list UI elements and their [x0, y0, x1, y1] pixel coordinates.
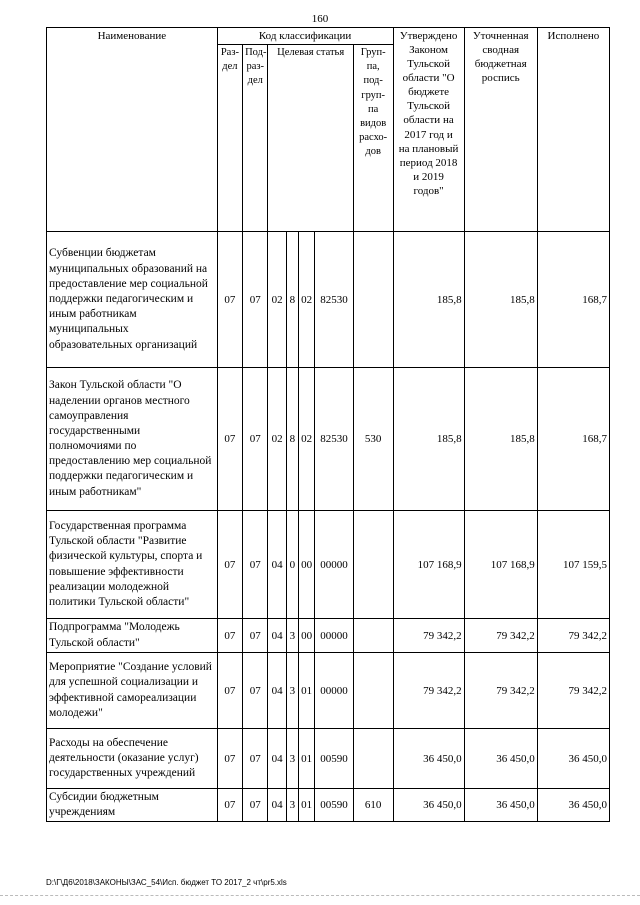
- row-cs1: 04: [268, 653, 286, 729]
- row-executed: 107 159,5: [537, 511, 609, 619]
- row-cs4: 00000: [315, 653, 354, 729]
- row-refined: 185,8: [464, 232, 537, 368]
- row-executed: 36 450,0: [537, 789, 609, 822]
- header-subsection: Под- раз- дел: [243, 45, 268, 232]
- table-row: [47, 511, 610, 619]
- row-subsection: 07: [243, 619, 268, 653]
- row-cs3: 01: [298, 789, 314, 822]
- row-section: 07: [217, 232, 242, 368]
- row-expense-type: 610: [353, 789, 393, 822]
- row-approved: 79 342,2: [393, 619, 464, 653]
- row-cs2: 8: [286, 368, 298, 511]
- budget-table: [46, 27, 610, 822]
- row-name: Государственная программа Тульской области "Развитие физической культуры, спорта и повышение эффективности реализации молодежной политики Тульской области": [47, 511, 218, 619]
- row-cs1: 04: [268, 729, 286, 789]
- row-cs4: 82530: [315, 368, 354, 511]
- table-row: [47, 729, 610, 789]
- row-name: Подпрограмма "Молодежь Тульской области": [47, 619, 218, 653]
- row-section: 07: [217, 368, 242, 511]
- row-expense-type: [353, 653, 393, 729]
- row-cs3: 01: [298, 729, 314, 789]
- row-approved: 36 450,0: [393, 729, 464, 789]
- table-row: [47, 232, 610, 368]
- row-expense-type: [353, 729, 393, 789]
- row-cs1: 02: [268, 232, 286, 368]
- table-body: [47, 28, 610, 822]
- row-name: Субсидии бюджетным учреждениям: [47, 789, 218, 822]
- header-name: Наименование: [47, 28, 218, 232]
- row-subsection: 07: [243, 789, 268, 822]
- row-name: Закон Тульской области "О наделении органов местного самоуправления государственными полномочиями по предоставлению мер социальной поддержки педагогическим и иным работникам": [47, 368, 218, 511]
- table-row: [47, 653, 610, 729]
- row-section: 07: [217, 511, 242, 619]
- row-cs4: 00000: [315, 619, 354, 653]
- footer-file-path: D:\Г\Д6\2018\ЗАКОНЫ\ЗАС_54\Исп. бюджет ТО 2017_2 чт\pr5.xls: [46, 878, 287, 887]
- row-section: 07: [217, 653, 242, 729]
- header-classification: Код классификации: [217, 28, 393, 45]
- row-name: Мероприятие "Создание условий для успешной социализации и эффективной самореализации молодежи": [47, 653, 218, 729]
- table-row: [47, 789, 610, 822]
- row-cs2: 3: [286, 729, 298, 789]
- row-refined: 79 342,2: [464, 619, 537, 653]
- row-cs2: 3: [286, 789, 298, 822]
- row-expense-type: [353, 511, 393, 619]
- row-expense-type: 530: [353, 368, 393, 511]
- row-cs1: 04: [268, 511, 286, 619]
- header-executed: Исполнено: [537, 28, 609, 232]
- row-cs4: 00590: [315, 729, 354, 789]
- header-approved: Утверждено Законом Тульской области "О бюджете Тульской области на 2017 год и на плановый период 2018 и 2019 годов": [393, 28, 464, 232]
- row-section: 07: [217, 619, 242, 653]
- header-expense-group: Груп- па, под- груп- па видов расхо- дов: [353, 45, 393, 232]
- table-row: [47, 619, 610, 653]
- row-subsection: 07: [243, 653, 268, 729]
- row-refined: 36 450,0: [464, 729, 537, 789]
- header-target-article: Целевая статья: [268, 45, 353, 232]
- row-approved: 185,8: [393, 232, 464, 368]
- row-cs2: 0: [286, 511, 298, 619]
- row-approved: 36 450,0: [393, 789, 464, 822]
- row-subsection: 07: [243, 368, 268, 511]
- header-refined: Уточненная сводная бюджетная роспись: [464, 28, 537, 232]
- row-cs4: 00000: [315, 511, 354, 619]
- table-row: [47, 368, 610, 511]
- row-refined: 185,8: [464, 368, 537, 511]
- row-approved: 107 168,9: [393, 511, 464, 619]
- row-refined: 107 168,9: [464, 511, 537, 619]
- row-cs3: 00: [298, 511, 314, 619]
- row-cs2: 3: [286, 619, 298, 653]
- row-cs4: 82530: [315, 232, 354, 368]
- row-cs3: 01: [298, 653, 314, 729]
- row-subsection: 07: [243, 729, 268, 789]
- row-executed: 36 450,0: [537, 729, 609, 789]
- row-section: 07: [217, 789, 242, 822]
- row-section: 07: [217, 729, 242, 789]
- page-number: 160: [311, 13, 329, 25]
- row-subsection: 07: [243, 232, 268, 368]
- row-cs1: 04: [268, 789, 286, 822]
- row-cs1: 04: [268, 619, 286, 653]
- row-executed: 79 342,2: [537, 653, 609, 729]
- row-executed: 168,7: [537, 368, 609, 511]
- row-expense-type: [353, 619, 393, 653]
- row-cs3: 00: [298, 619, 314, 653]
- row-refined: 36 450,0: [464, 789, 537, 822]
- row-executed: 79 342,2: [537, 619, 609, 653]
- row-cs2: 3: [286, 653, 298, 729]
- footer-divider: [0, 895, 640, 896]
- row-cs2: 8: [286, 232, 298, 368]
- row-approved: 79 342,2: [393, 653, 464, 729]
- row-name: Субвенции бюджетам муниципальных образований на предоставление мер социальной поддержки педагогическим и иным работникам муниципальных образовательных организаций: [47, 232, 218, 368]
- row-cs1: 02: [268, 368, 286, 511]
- row-approved: 185,8: [393, 368, 464, 511]
- row-executed: 168,7: [537, 232, 609, 368]
- row-cs3: 02: [298, 232, 314, 368]
- row-refined: 79 342,2: [464, 653, 537, 729]
- header-section: Раз- дел: [217, 45, 242, 232]
- header-row-top: [47, 28, 610, 45]
- row-name: Расходы на обеспечение деятельности (оказание услуг) государственных учреждений: [47, 729, 218, 789]
- row-cs3: 02: [298, 368, 314, 511]
- row-expense-type: [353, 232, 393, 368]
- row-subsection: 07: [243, 511, 268, 619]
- row-cs4: 00590: [315, 789, 354, 822]
